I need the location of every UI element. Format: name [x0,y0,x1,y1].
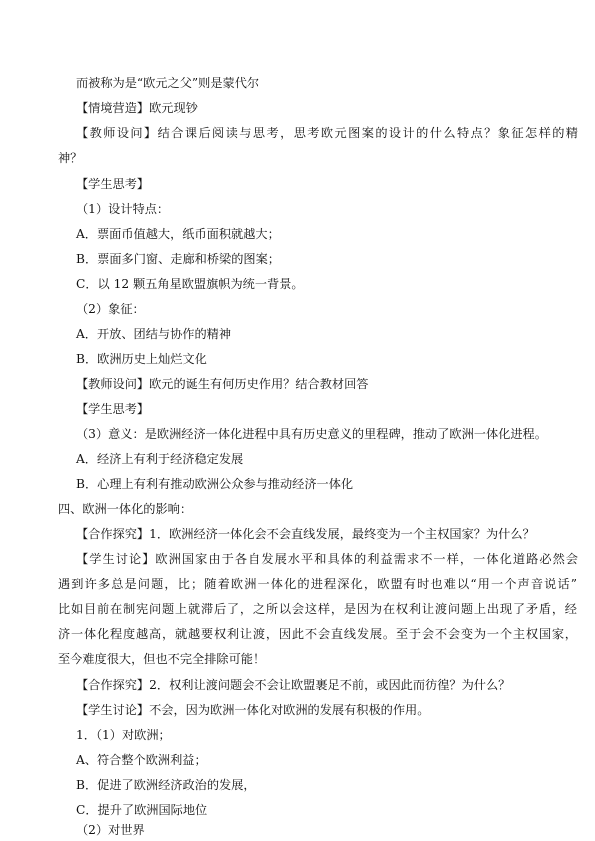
text-line-student-thinking-1: 【学生思考】 [76,177,150,191]
text-line-europe-c: C．提升了欧洲国际地位 [76,803,208,817]
text-line-design-features: （1）设计特点： [76,202,170,216]
text-line-student-thinking-2: 【学生思考】 [76,402,150,416]
text-line-significance: （3）意义：是欧洲经济一体化进程中具有历史意义的里程碑，推动了欧洲一体化进程。 [76,427,547,441]
text-line-europe-a: A、符合整个欧洲利益； [76,753,207,767]
text-line-symbol-a: A．开放、团结与协作的精神 [76,327,232,341]
text-line-discussion-1-cont-1: 遇到许多总是问题，比；随着欧洲一体化的进程深化，欧盟有时也难以“用一个声音说话” [58,577,577,591]
text-line-discussion-1-cont-4: 至今难度很大，但也不完全排除可能！ [58,652,266,666]
text-line-teacher-question-1-cont: 神？ [58,151,83,165]
text-line-teacher-question-1: 【教师设问】结合课后阅读与思考，思考欧元图案的设计的什么特点？象征怎样的精 [76,126,578,140]
text-line-discussion-2: 【学生讨论】不会，因为欧洲一体化对欧洲的发展有积极的作用。 [76,703,430,717]
text-line-world-heading: （2）对世界 [76,823,145,837]
text-line-scenario: 【情境营造】欧元现钞 [76,101,198,115]
text-line-intro: 而被称为是“欧元之父”则是蒙代尔 [76,76,260,90]
text-line-significance-a: A．经济上有利于经济稳定发展 [76,452,244,466]
text-line-discussion-1-cont-2: 比如目前在制宪问题上就滞后了，之所以会这样，是因为在权利让渡问题上出现了矛盾，经 [58,602,577,616]
text-line-symbol: （2）象征： [76,302,145,316]
text-line-europe-b: B．促进了欧洲经济政治的发展， [76,778,256,792]
text-line-teacher-question-2: 【教师设问】欧元的诞生有何历史作用？结合教材回答 [76,377,369,391]
text-line-feature-a: A．票面币值越大，纸币面积就越大； [76,227,280,241]
text-line-feature-c: C．以 12 颗五角星欧盟旗帜为统一背景。 [76,277,304,291]
text-line-symbol-b: B．欧洲历史上灿烂文化 [76,352,207,366]
text-line-feature-b: B．票面多门窗、走廊和桥梁的图案； [76,252,280,266]
text-line-cooperative-inquiry-2: 【合作探究】2．权利让渡问题会不会让欧盟裹足不前，或因此而彷徨？为什么？ [76,678,511,692]
text-line-discussion-1: 【学生讨论】欧洲国家由于各自发展水平和具体的利益需求不一样，一体化道路必然会 [76,552,578,566]
text-line-significance-b: B．心理上有利有推动欧洲公众参与推动经济一体化 [76,477,354,491]
text-line-discussion-1-cont-3: 济一体化程度越高，就越要权利让渡，因此不会直线发展。至于会不会变为一个主权国家， [58,627,577,641]
text-line-cooperative-inquiry-1: 【合作探究】1．欧洲经济一体化会不会直线发展，最终变为一个主权国家？为什么？ [76,527,535,541]
section-heading-impact: 四、欧洲一体化的影响： [58,502,193,516]
text-line-europe-heading: 1．（1）对欧洲； [76,728,171,742]
